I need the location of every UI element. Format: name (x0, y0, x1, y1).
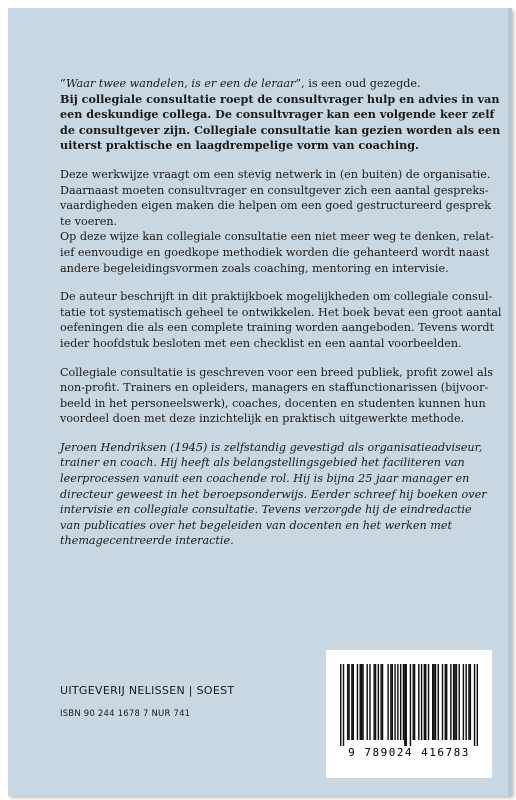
barcode-bar (375, 664, 376, 740)
barcode-bar (348, 664, 349, 740)
barcode-bar (445, 664, 446, 740)
publisher-name: UITGEVERIJ NELISSEN | SOEST (60, 684, 235, 697)
barcode-bar (438, 664, 439, 740)
barcode-bar (432, 664, 433, 740)
book-back-cover (8, 8, 512, 796)
barcode-bar (394, 664, 395, 740)
barcode-bar (403, 664, 404, 740)
body-line: De auteur beschrijft in dit praktijkboek mogelijkheden om collegiale consul- (60, 290, 493, 304)
barcode-bar (446, 664, 447, 740)
barcode-bar (435, 664, 436, 740)
barcode-bar (458, 664, 459, 740)
author-bio-line: van publicaties over het begeleiden van docenten en het werken met (60, 518, 453, 532)
body-line: Daarnaast moeten consultvrager en consultgever zich een aantal gespreks- (60, 183, 489, 197)
barcode-bar (340, 664, 341, 746)
body-paragraph (60, 365, 493, 427)
body-line: Deze werkwijze vraagt om een stevig netwerk in (en buiten) de organisatie. (60, 167, 491, 181)
isbn-line: ISBN 90 244 1678 7 NUR 741 (60, 709, 191, 719)
intro-paragraph (60, 76, 501, 154)
author-bio-line: intervisie en collegiale consultatie. Tevens verzorgde hij de eindredactie (60, 503, 472, 517)
body-line: oefeningen die als een complete training worden aangeboden. Tevens wordt (60, 321, 495, 335)
barcode-bar (406, 664, 407, 746)
barcode-bar (387, 664, 388, 740)
barcode-bar (414, 664, 415, 740)
barcode-bar (347, 664, 348, 740)
intro-bold-line: Bij collegiale consultatie roept de consultvrager hulp en advies in van (60, 91, 500, 106)
barcode-bar (421, 664, 422, 740)
barcode-bar (357, 664, 358, 740)
spine-edge (508, 8, 512, 796)
intro-bold-line: uiterst praktische en laagdrempelige vorm van coaching. (60, 138, 419, 153)
body-line: te voeren. (60, 214, 118, 228)
barcode-bar (428, 664, 429, 740)
barcode-panel (326, 650, 492, 778)
barcode-bar (360, 664, 361, 740)
barcode-bar (390, 664, 391, 740)
author-bio-line: directeur geweest in het beroepsonderwijs. Eerder schreef hij boeken over (60, 487, 487, 501)
barcode-number: 9 789024 416783 (348, 746, 470, 759)
author-bio-line: trainer en coach. Hij heeft als belangstellingsgebied het faciliteren van (60, 456, 465, 470)
barcode-icon (340, 664, 478, 746)
barcode-bar (373, 664, 374, 740)
intro-bold-line: een deskundige collega. De consultvrager kan een volgende keer zelf (60, 107, 495, 122)
barcode-bar (456, 664, 457, 740)
barcode-bar (463, 664, 464, 740)
barcode-bar (412, 664, 413, 740)
barcode-bar (454, 664, 455, 740)
barcode-bar (353, 664, 354, 740)
barcode-bar (442, 664, 443, 740)
body-line: vaardigheden eigen maken die helpen om een goed gestructureerd gesprek (60, 199, 492, 213)
barcode-bar (380, 664, 381, 740)
barcode-bar (343, 664, 344, 746)
barcode-bar (392, 664, 393, 740)
barcode-bar (477, 664, 478, 746)
body-line: non-profit. Trainers en opleiders, managers en staffunctionarissen (bijvoor- (60, 381, 489, 395)
intro-quote-line (60, 76, 478, 92)
barcode-bar (424, 664, 425, 740)
barcode-bar (468, 664, 469, 740)
barcode-bar (351, 664, 352, 740)
body-line: beeld in het personeelswerk), coaches, docenten en studenten kunnen hun (60, 396, 486, 410)
body-line: Op deze wijze kan collegiale consultatie een niet meer weg te denken, relat- (60, 230, 494, 244)
barcode-bar (465, 664, 466, 740)
author-bio-line: leerprocessen vanuit een coachende rol. Hij is bijna 25 jaar manager en (60, 472, 470, 486)
barcode-bar (450, 664, 451, 740)
barcode-bar (404, 664, 405, 746)
body-paragraph (60, 229, 494, 276)
barcode-bar (470, 664, 471, 740)
barcode-bar (453, 664, 454, 740)
barcode-bar (418, 664, 419, 740)
author-bio-line: Jeroen Hendriksen (1945) is zelfstandig gevestigd als organisatieadviseur, (60, 440, 483, 454)
barcode-bar (366, 664, 367, 740)
barcode-bar (425, 664, 426, 740)
barcode-bar (397, 664, 398, 740)
blurb-text (60, 76, 502, 562)
intro-quote-rest: , is een oud gezegde. (301, 77, 421, 90)
barcode-bar (410, 664, 411, 746)
barcode-bar (474, 664, 475, 746)
intro-bold-line: de consultgever zijn. Collegiale consultatie kan gezien worden als een (60, 122, 501, 137)
body-paragraph (60, 289, 502, 351)
barcode-bar (400, 664, 401, 740)
body-line: ief eenvoudige en goedkope methodiek worden die gehanteerd wordt naast (60, 245, 490, 259)
barcode-bar (361, 664, 362, 740)
publisher-footer (60, 684, 234, 719)
body-line: Collegiale consultatie is geschreven voor een breed publiek, profit zowel als (60, 365, 493, 379)
author-bio (60, 440, 487, 549)
body-line: tatie tot systematisch geheel te ontwikkelen. Het boek bevat een groot aantal (60, 305, 502, 319)
barcode-bar (362, 664, 363, 740)
body-line: andere begeleidingsvormen zoals coaching, mentoring en intervisie. (60, 261, 449, 275)
author-bio-line: themagecentreerde interactie. (60, 534, 234, 548)
barcode-bar (382, 664, 383, 740)
intro-quote: “Waar twee wandelen, is er een de leraar” (60, 77, 302, 90)
body-paragraph (60, 167, 492, 229)
barcode-bar (433, 664, 434, 740)
body-line: ieder hoofdstuk besloten met een checklist en een aantal voorbeelden. (60, 336, 462, 350)
barcode-bar (369, 664, 370, 740)
body-line: voordeel doen met deze inzichtelijk en praktisch uitgewerkte methode. (60, 412, 465, 426)
barcode-bar (378, 664, 379, 740)
